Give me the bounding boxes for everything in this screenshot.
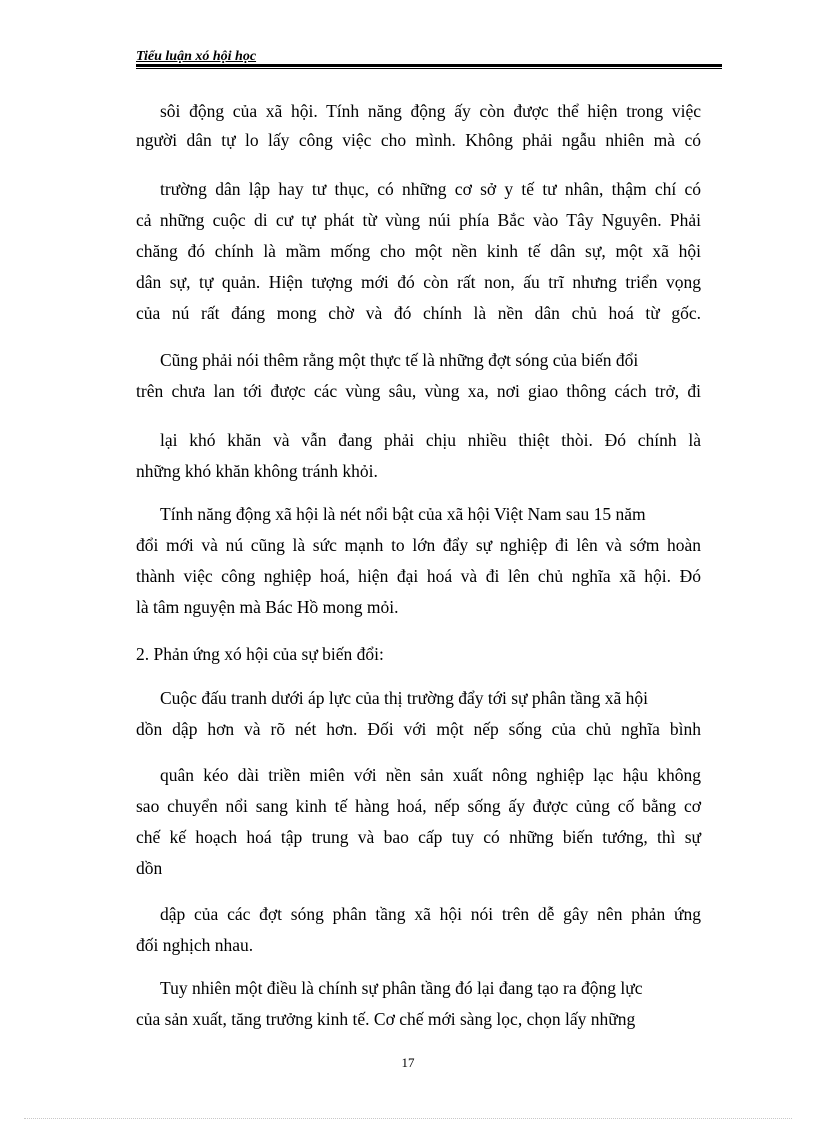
text-line: quân kéo dài triền miên với nền sản xuất nông nghiệp lạc hậu không: [160, 765, 701, 785]
text-line: lại khó khăn và vẫn đang phải chịu nhiều thiệt thòi. Đó chính là: [160, 430, 701, 450]
text-line: dồn: [136, 858, 163, 878]
text-line: cả những cuộc di cư tự phát từ vùng núi phía Bắc vào Tây Nguyên. Phải: [136, 210, 701, 230]
header-rule-thick: [136, 64, 722, 67]
text-line: Tính năng động xã hội là nét nổi bật của xã hội Việt Nam sau 15 năm: [160, 504, 646, 524]
text-line: người dân tự lo lấy công việc cho mình. Không phải ngẫu nhiên mà có: [136, 130, 701, 150]
text-line: là tâm nguyện mà Bác Hồ mong mỏi.: [136, 597, 399, 617]
text-line: trường dân lập hay tư thục, có những cơ sở y tế tư nhân, thậm chí có: [160, 179, 701, 199]
text-line: đối nghịch nhau.: [136, 935, 254, 955]
header-rule-thin: [136, 68, 722, 69]
text-line: dập của các đợt sóng phân tầng xã hội nói trên dễ gây nên phản ứng: [160, 904, 701, 924]
text-line: Tuy nhiên một điều là chính sự phân tầng đó lại đang tạo ra động lực: [160, 978, 643, 998]
text-line: trên chưa lan tới được các vùng sâu, vùng xa, nơi giao thông cách trở, đi: [136, 381, 701, 401]
text-line: của sản xuất, tăng trưởng kinh tế. Cơ chế mới sàng lọc, chọn lấy những: [136, 1009, 636, 1029]
page-header: [136, 45, 722, 69]
text-line: dồn dập hơn và rõ nét hơn. Đối với một nếp sống của chủ nghĩa bình: [136, 719, 701, 739]
text-line: dân sự, tự quản. Hiện tượng mới đó còn rất non, ấu trĩ nhưng triển vọng: [136, 272, 701, 292]
text-line: chế kế hoạch hoá tập trung và bao cấp tuy có những biến tướng, thì sự: [136, 827, 701, 847]
text-line: sôi động của xã hội. Tính năng động ấy còn được thể hiện trong việc: [160, 101, 701, 121]
text-line: Cuộc đấu tranh dưới áp lực của thị trường đẩy tới sự phân tầng xã hội: [160, 688, 649, 708]
text-line: đổi mới và nú cũng là sức mạnh to lớn đẩy sự nghiệp đi lên và sớm hoàn: [136, 535, 701, 555]
section-heading: 2. Phản ứng xó hội của sự biến đổi:: [136, 644, 384, 664]
header-title: Tiểu luận xó hội học: [136, 49, 257, 64]
text-line: của nú rất đáng mong chờ và đó chính là nền dân chủ hoá từ gốc.: [136, 303, 701, 323]
text-line: sao chuyển nổi sang kinh tế hàng hoá, nếp sống ấy được củng cố bằng cơ: [136, 796, 701, 816]
text-line: Cũng phải nói thêm rằng một thực tế là những đợt sóng của biến đổi: [160, 350, 639, 370]
text-line: thành việc công nghiệp hoá, hiện đại hoá và đi lên chủ nghĩa xã hội. Đó: [136, 566, 701, 586]
text-line: chăng đó chính là mầm mống cho một nền kinh tế dân sự, một xã hội: [136, 241, 701, 261]
page-bottom-divider: [24, 1118, 792, 1119]
text-line: những khó khăn không tránh khỏi.: [136, 461, 378, 481]
page-number: 17: [401, 1055, 415, 1070]
